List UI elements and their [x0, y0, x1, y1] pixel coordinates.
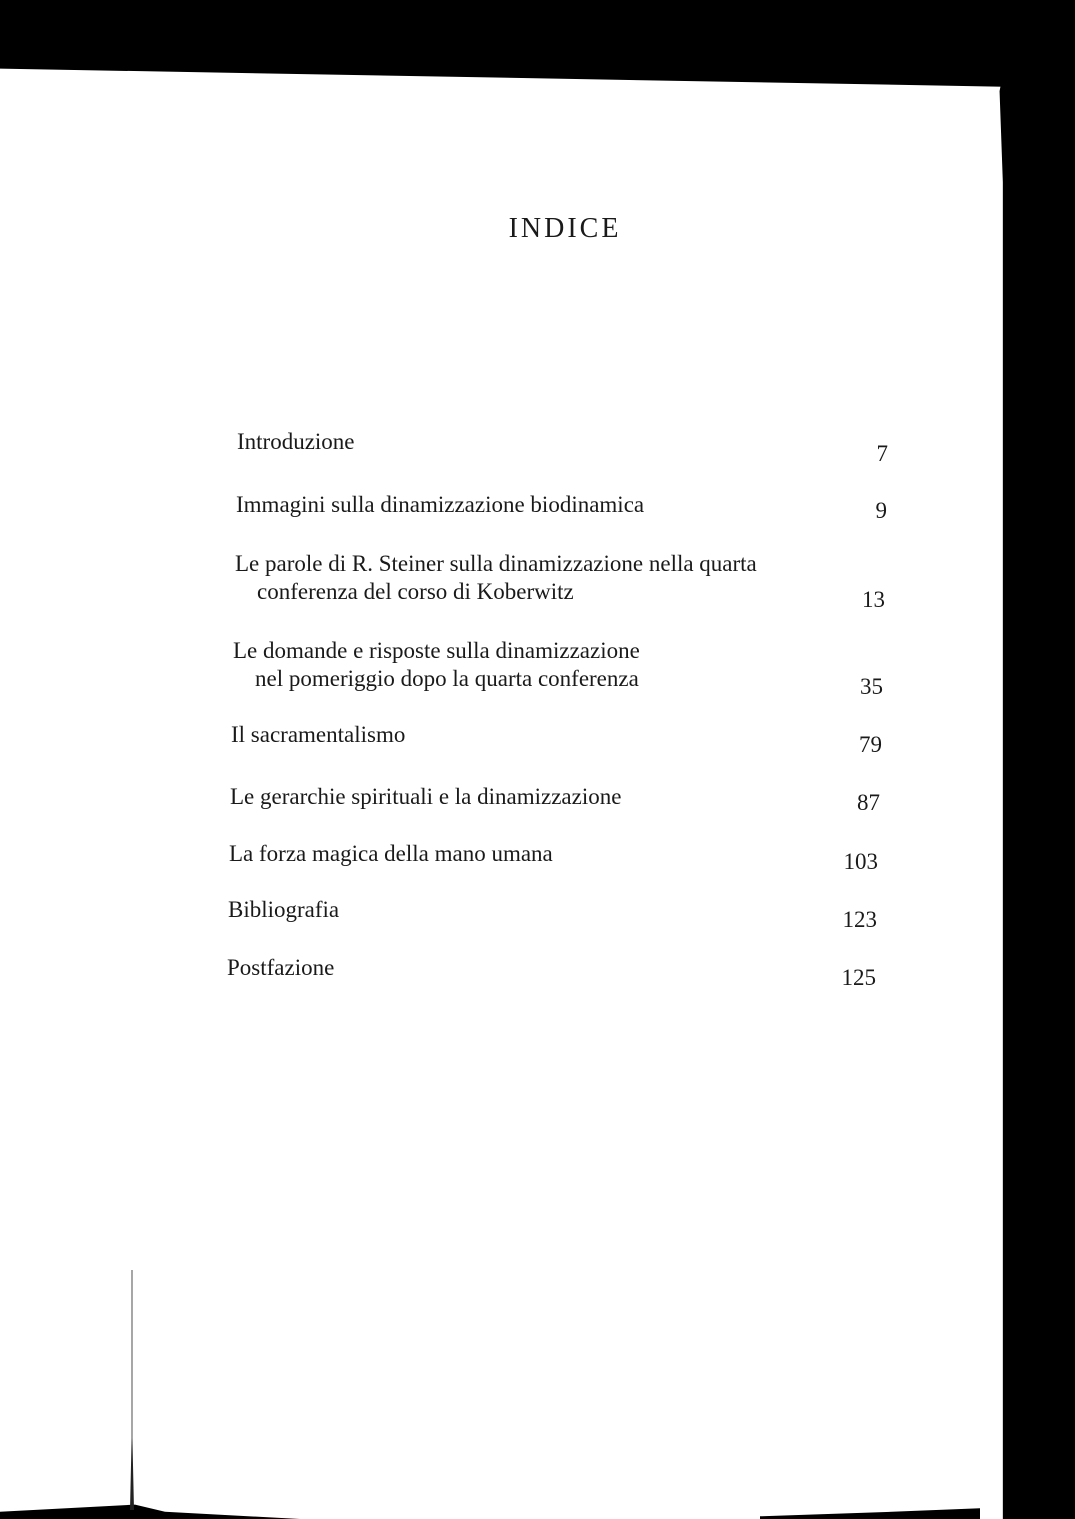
toc-entry-page: 87 — [857, 790, 880, 815]
toc-entry-title-line: Le parole di R. Steiner sulla dinamizzazione nella quarta — [235, 551, 757, 576]
toc-entry-page: 123 — [842, 907, 877, 932]
toc-entry-title — [237, 428, 355, 456]
toc-entry-page: 9 — [875, 498, 887, 523]
toc-entry-page: 125 — [841, 965, 876, 990]
toc-entry-page: 79 — [859, 732, 882, 757]
toc-entry-title-line: Bibliografia — [228, 897, 340, 922]
page-title: INDICE — [508, 212, 622, 244]
toc-entry-title-line: Introduzione — [237, 429, 355, 454]
toc-entry-title — [236, 491, 644, 519]
scan-binding-line — [130, 1270, 134, 1510]
toc-entry-title — [233, 637, 640, 693]
toc-entry-title-line: Immagini sulla dinamizzazione biodinamica — [236, 492, 645, 517]
scan-border-top — [0, 0, 1075, 88]
toc-entry-page: 13 — [862, 587, 885, 612]
toc-entry-title-line: nel pomeriggio dopo la quarta conferenza — [255, 666, 639, 691]
toc-entry-title — [227, 954, 334, 982]
scan-border-bottom-left — [0, 1495, 300, 1519]
toc-entry-title — [235, 550, 757, 606]
toc-entry-title-line: Le gerarchie spirituali e la dinamizzazione — [230, 784, 622, 809]
toc-entry-title — [230, 783, 621, 811]
toc-entry-title-line: Postfazione — [227, 955, 335, 980]
scan-border-bottom-right — [760, 1501, 980, 1519]
toc-entry-title-line: conferenza del corso di Koberwitz — [257, 579, 574, 604]
toc-entry-page: 103 — [843, 849, 878, 874]
toc-entry-title — [231, 721, 405, 749]
toc-entry-title-line: Le domande e risposte sulla dinamizzazione — [233, 638, 640, 663]
toc-entry-title-line: La forza magica della mano umana — [229, 841, 553, 866]
toc-entry-title — [229, 840, 553, 868]
toc-entry-title — [228, 896, 339, 924]
toc-entry-title-line: Il sacramentalismo — [231, 722, 406, 747]
toc-entry-page: 7 — [876, 441, 888, 466]
toc-entry-page: 35 — [860, 674, 883, 699]
